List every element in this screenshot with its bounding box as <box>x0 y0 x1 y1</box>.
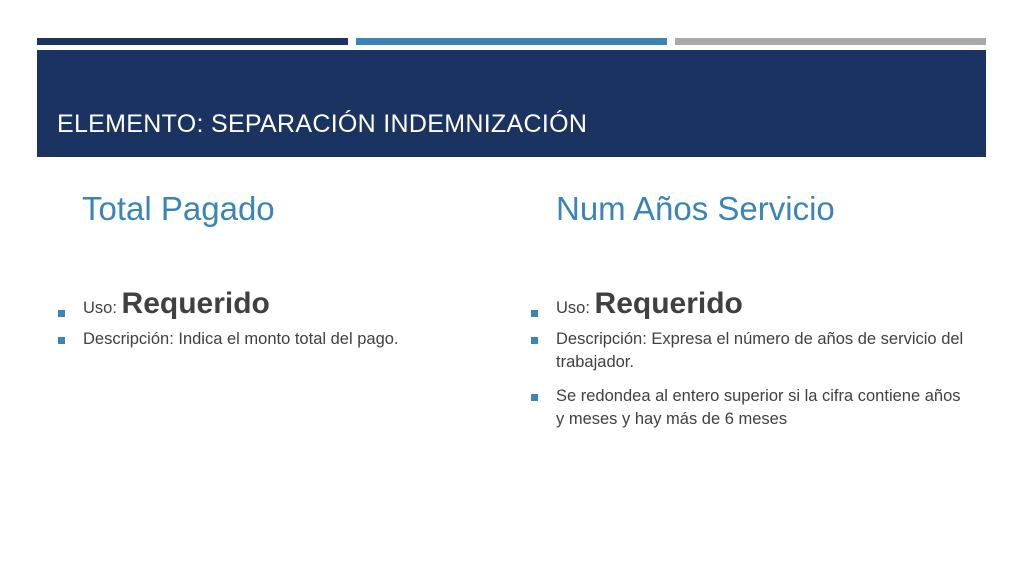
right-bullet-list <box>531 287 971 442</box>
list-item <box>58 328 478 351</box>
accent-stripe-dark <box>37 38 348 45</box>
description-text: Descripción: Indica el monto total del pago. <box>83 330 399 348</box>
slide-title: ELEMENTO: SEPARACIÓN INDEMNIZACIÓN <box>57 110 588 138</box>
title-banner <box>37 50 986 157</box>
square-bullet-icon <box>531 310 538 317</box>
right-column-title: Num Años Servicio <box>556 190 835 227</box>
uso-value: Requerido <box>121 287 270 320</box>
accent-stripe-blue <box>356 38 667 45</box>
square-bullet-icon <box>531 394 538 401</box>
uso-label: Uso: <box>83 299 117 317</box>
list-item <box>58 287 478 320</box>
square-bullet-icon <box>58 337 65 344</box>
list-item <box>531 385 971 431</box>
left-bullet-list <box>58 287 478 362</box>
uso-value: Requerido <box>594 287 743 320</box>
square-bullet-icon <box>531 337 538 344</box>
rounding-note-text: Se redondea al entero superior si la cifra contiene años y meses y hay más de 6 meses <box>556 387 961 428</box>
list-item <box>531 287 971 320</box>
list-item <box>531 328 971 374</box>
square-bullet-icon <box>58 310 65 317</box>
uso-label: Uso: <box>556 299 590 317</box>
left-column-title: Total Pagado <box>82 190 275 227</box>
accent-stripe-gray <box>675 38 986 45</box>
description-text: Descripción: Expresa el número de años de servicio del trabajador. <box>556 330 964 371</box>
